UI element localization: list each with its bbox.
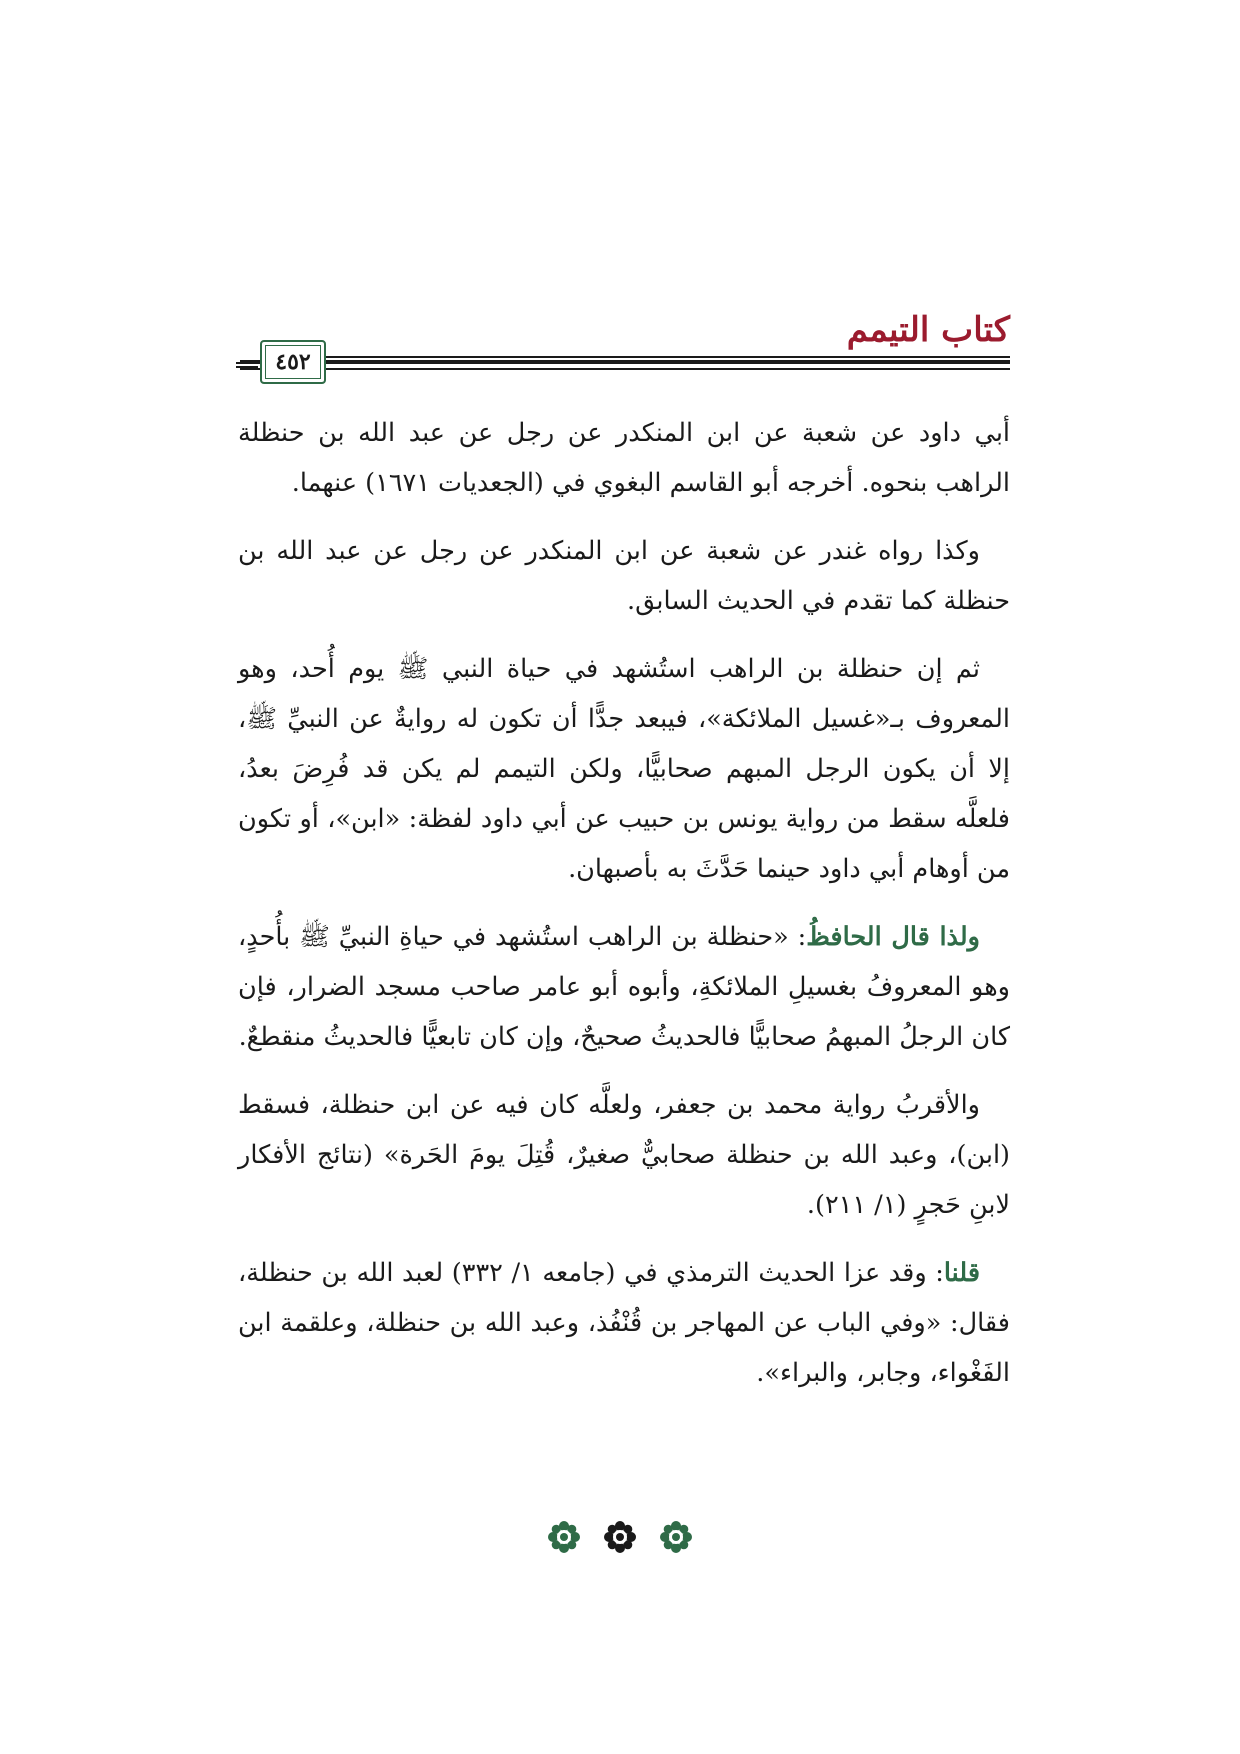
header-rule-thick (240, 360, 1010, 364)
header-rule-end (236, 362, 258, 368)
paragraph-text: : «حنظلة بن الراهب استُشهد في حياةِ النبيِّ ﷺ بأُحدٍ، وهو المعروفُ بغسيلِ الملائكةِ، وأبوه أبو عامر صاحب مسجد الضرار، فإن كان الرجلُ المبهمُ صحابيًّا فالحديثُ صحيحٌ، وإن كان تابعيًّا فالحديثُ منقطعٌ. (238, 922, 1010, 1052)
paragraph-text: أبي داود عن شعبة عن ابن المنكدر عن رجل عن عبد الله بن حنظلة الراهب بنحوه. أخرجه أبو القاسم البغوي في (الجعديات ١٦٧١) عنهما. (238, 418, 1010, 498)
flower-ornament-icon (547, 1520, 581, 1554)
header-rule-top (276, 356, 1010, 358)
paragraph (238, 1248, 1010, 1398)
paragraph (238, 912, 1010, 1062)
paragraph-text: : وقد عزا الحديث الترمذي في (جامعه ١/ ٣٣٢) لعبد الله بن حنظلة، فقال: «وفي الباب عن المهاجر بن قُنْفُذ، وعبد الله بن حنظلة، وعلقمة ابن الفَغْواء، وجابر، والبراء». (238, 1258, 1010, 1388)
paragraph-lead: قلنا (943, 1258, 981, 1288)
section-end-ornaments (0, 1520, 1240, 1554)
paragraph (238, 408, 1010, 508)
page-number: ٤٥٢ (275, 349, 311, 375)
paragraph-text: وكذا رواه غندر عن شعبة عن ابن المنكدر عن رجل عن عبد الله بن حنظلة كما تقدم في الحديث السابق. (238, 536, 1010, 616)
header-rule-thin (240, 368, 1010, 370)
paragraph (238, 526, 1010, 626)
paragraph-text: والأقربُ رواية محمد بن جعفر، ولعلَّه كان فيه عن ابن حنظلة، فسقط (ابن)، وعبد الله بن حنظلة صحابيٌّ صغيرٌ، قُتِلَ يومَ الحَرة» (نتائج الأفكار لابنِ حَجرٍ (١/ ٢١١). (238, 1090, 1010, 1220)
flower-ornament-icon (659, 1520, 693, 1554)
paragraph (238, 1080, 1010, 1230)
paragraph-text: ثم إن حنظلة بن الراهب استُشهد في حياة النبي ﷺ يوم أُحد، وهو المعروف بـ«غسيل الملائكة»، فيبعد جدًّا أن تكون له روايةٌ عن النبيِّ ﷺ، إلا أن يكون الرجل المبهم صحابيًّا، ولكن التيمم لم يكن قد فُرِضَ بعدُ، فلعلَّه سقط من رواية يونس بن حبيب عن أبي داود لفظة: «ابن»، أو تكون من أوهام أبي داود حينما حَدَّثَ به بأصبهان. (238, 654, 1010, 884)
paragraph-lead: ولذا قال الحافظُ (806, 922, 981, 952)
body-text (238, 408, 1010, 1416)
running-title: كتاب التيمم (846, 310, 1010, 350)
paragraph (238, 644, 1010, 894)
page-number-frame (260, 340, 326, 384)
flower-ornament-icon (603, 1520, 637, 1554)
page-header (240, 308, 1010, 388)
